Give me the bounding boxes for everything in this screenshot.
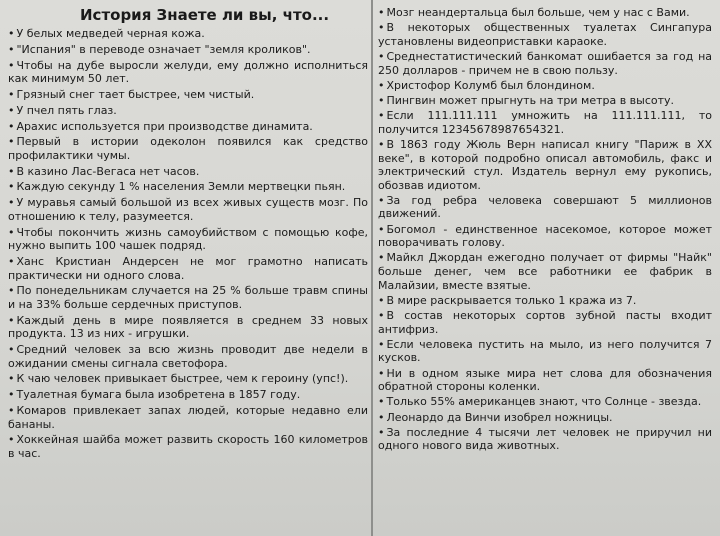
fact-item: • Богомол - единственное насекомое, которое может поворачивать голову. [378,223,712,250]
fact-item: • "Испания" в переводе означает "земля кроликов". [8,43,368,57]
fact-item: • Среднестатистический банкомат ошибается за год на 250 долларов - причем не в свою пользу. [378,50,712,77]
column-divider [371,0,373,536]
fact-item: • По понедельникам случается на 25 % больше травм спины и на 33% больше сердечных приступов. [8,284,368,311]
fact-item: • Если человека пустить на мыло, из него получится 7 кусков. [378,338,712,365]
fact-item: • В некоторых общественных туалетах Сингапура установлены видеоприставки караоке. [378,21,712,48]
fact-item: • В 1863 году Жюль Верн написал книгу "Париж в XX веке", в которой подробно описал автомобиль, факс и электрический стул. Издатель вернул ему рукопись, обозвав идиотом. [378,138,712,192]
fact-item: • Пингвин может прыгнуть на три метра в высоту. [378,94,712,108]
fact-item: • В состав некоторых сортов зубной пасты входит антифриз. [378,309,712,336]
fact-item: • Каждую секунду 1 % населения Земли мертвецки пьян. [8,180,368,194]
fact-item: • Если 111.111.111 умножить на 111.111.111, то получится 12345678987654321. [378,109,712,136]
fact-item: • Чтобы на дубе выросли желуди, ему должно исполниться как минимум 50 лет. [8,59,368,86]
fact-item: • Хоккейная шайба может развить скорость 160 километров в час. [8,433,368,460]
right-fact-list [378,6,712,453]
fact-item: • У пчел пять глаз. [8,104,368,118]
fact-item: • Комаров привлекает запах людей, которые недавно ели бананы. [8,404,368,431]
fact-item: • Арахис используется при производстве динамита. [8,120,368,134]
fact-item: • Первый в истории одеколон появился как средство профилактики чумы. [8,135,368,162]
fact-item: • К чаю человек привыкает быстрее, чем к героину (упс!). [8,372,368,386]
fact-item: • У муравья самый большой из всех живых существ мозг. По отношению к телу, разумеется. [8,196,368,223]
fact-item: • Христофор Колумб был блондином. [378,79,712,93]
page-title: История Знаете ли вы, что... [80,6,330,24]
fact-item: • Грязный снег тает быстрее, чем чистый. [8,88,368,102]
fact-item: • Средний человек за всю жизнь проводит две недели в ожидании смены сигнала светофора. [8,343,368,370]
left-column [8,6,368,530]
fact-item: • В казино Лас-Вегаса нет часов. [8,165,368,179]
fact-item: • За последние 4 тысячи лет человек не приручил ни одного нового вида животных. [378,426,712,453]
fact-item: • Мозг неандертальца был больше, чем у нас с Вами. [378,6,712,20]
fact-item: • У белых медведей черная кожа. [8,27,368,41]
fact-item: • Леонардо да Винчи изобрел ножницы. [378,411,712,425]
fact-item: • Только 55% американцев знают, что Солнце - звезда. [378,395,712,409]
right-column [378,6,712,530]
fact-item: • Каждый день в мире появляется в среднем 33 новых продукта. 13 из них - игрушки. [8,314,368,341]
fact-item: • Туалетная бумага была изобретена в 1857 году. [8,388,368,402]
left-fact-list [8,27,368,461]
fact-item: • Майкл Джордан ежегодно получает от фирмы "Найк" больше денег, чем все работники ее фабрик в Малайзии, вместе взятые. [378,251,712,292]
fact-item: • За год ребра человека совершают 5 миллионов движений. [378,194,712,221]
fact-item: • Чтобы покончить жизнь самоубийством с помощью кофе, нужно выпить 100 чашек подряд. [8,226,368,253]
fact-item: • Ни в одном языке мира нет слова для обозначения обратной стороны коленки. [378,367,712,394]
fact-item: • Ханс Кристиан Андерсен не мог грамотно написать практически ни одного слова. [8,255,368,282]
fact-item: • В мире раскрывается только 1 кража из 7. [378,294,712,308]
